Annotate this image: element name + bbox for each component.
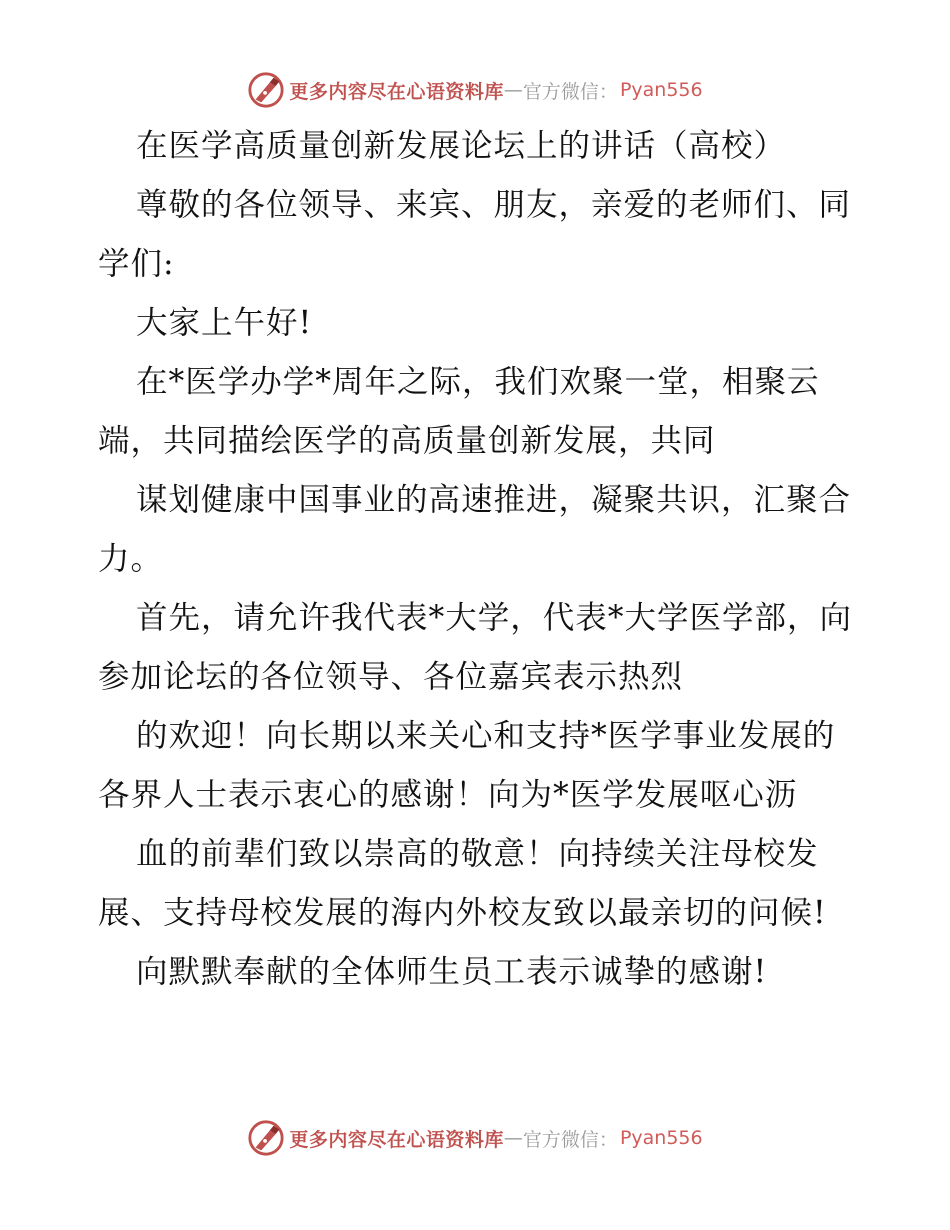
- banner-wechat-label: 官方微信：: [522, 80, 618, 103]
- paragraph-staff-thanks: 向默默奉献的全体师生员工表示诚挚的感谢!: [136, 954, 768, 990]
- banner-main-text: 更多内容尽在心语资料库: [289, 80, 504, 103]
- paragraph-anniversary-b: 谋划健康中国事业的高速推进，凝聚共识，汇聚合力。: [98, 482, 852, 577]
- banner-separator: —: [503, 1127, 523, 1149]
- paragraph-anniversary-a: 在*医学办学*周年之际，我们欢聚一堂，相聚云端，共同描绘医学的高质量创新发展，共同: [98, 364, 820, 459]
- greeting-paragraph: 尊敬的各位领导、来宾、朋友，亲爱的老师们、同学们:: [98, 187, 852, 282]
- banner-wechat-label: 官方微信：: [522, 1128, 618, 1151]
- footer-watermark-banner: [0, 1118, 950, 1158]
- banner-separator: —: [503, 79, 523, 101]
- paragraph-thanks-c: 血的前辈们致以崇高的敬意！向持续关注母校发展、支持母校发展的海内外校友致以最亲切的问候!: [98, 836, 827, 931]
- document-body: [98, 117, 858, 1002]
- document-title: 在医学高质量创新发展论坛上的讲话（高校）: [136, 128, 787, 164]
- paragraph-thanks-a: 首先，请允许我代表*大学，代表*大学医学部，向参加论坛的各位领导、各位嘉宾表示热烈: [98, 600, 853, 695]
- banner-main-text: 更多内容尽在心语资料库: [289, 1128, 504, 1151]
- pen-nib-logo-icon: [247, 1119, 285, 1157]
- banner-wechat-id: Pyan556: [619, 79, 703, 101]
- pen-nib-logo-icon: [247, 71, 285, 109]
- header-watermark-banner: [0, 70, 950, 110]
- banner-wechat-id: Pyan556: [619, 1127, 703, 1149]
- paragraph-thanks-b: 的欢迎！向长期以来关心和支持*医学事业发展的各界人士表示衷心的感谢！向为*医学发展呕心沥: [98, 718, 836, 813]
- salutation-paragraph: 大家上午好!: [136, 305, 313, 341]
